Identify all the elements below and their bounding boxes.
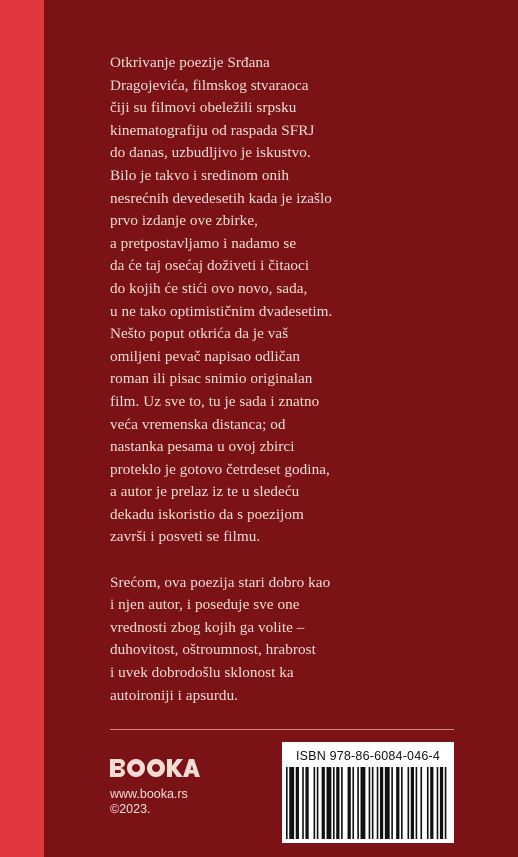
blurb-line: a autor je prelaz iz te u sledeću — [110, 483, 300, 501]
barcode-bar — [317, 767, 319, 839]
isbn-block — [282, 742, 454, 843]
barcode-bar — [333, 767, 335, 839]
blurb-line: i njen autor, i poseduje sve one — [110, 596, 300, 614]
blurb-line: u ne tako optimističnim dvadesetim. — [110, 302, 333, 320]
spine-stripe — [0, 0, 44, 857]
blurb-line: a pretpostavljamo i nadamo se — [110, 234, 297, 252]
barcode-bar — [322, 767, 325, 839]
blurb-line: do danas, uzbudljivo je iskustvo. — [110, 144, 311, 162]
blurb-paragraph-1 — [110, 52, 470, 549]
barcode-bar — [357, 767, 359, 839]
blurb-line: veća vremenska distanca; od — [110, 415, 286, 433]
barcode-bar — [396, 767, 399, 839]
barcode-bar — [427, 767, 429, 839]
blurb-line: Nešto poput otkrića da je vaš — [110, 325, 289, 343]
blurb-line: vrednosti zbog kojih ga volite – — [110, 618, 305, 636]
blurb-line: dekadu iskoristio da s poezijom — [110, 505, 304, 523]
barcode-bar — [408, 767, 410, 839]
blurb-line: autoironiji i apsurdu. — [110, 686, 239, 704]
blurb-line: Srećom, ova poezija stari dobro kao — [110, 573, 331, 591]
barcode-bar — [314, 767, 316, 839]
blurb-line: završi i posveti se filmu. — [110, 528, 261, 546]
barcode-bar — [348, 767, 351, 839]
barcode-bar — [302, 767, 304, 839]
barcode-bar — [369, 767, 371, 839]
barcode-bar — [380, 767, 383, 839]
copyright-year: ©2023. — [110, 802, 151, 816]
barcode-icon — [284, 767, 452, 841]
barcode-bar — [341, 767, 343, 839]
blurb-line: do kojih će stići ovo novo, sada, — [110, 279, 308, 297]
barcode-bar — [385, 767, 390, 839]
blurb-line: čiji su filmovi obeležili srpsku — [110, 99, 297, 117]
blurb-line: Otkrivanje poezije Srđana — [110, 54, 270, 71]
publisher-website: www.booka.rs — [110, 787, 188, 801]
barcode-bar — [391, 767, 393, 839]
divider-rule — [110, 729, 454, 730]
blurb-line: roman ili pisac snimio originalan — [110, 370, 313, 388]
barcode-bar — [445, 767, 447, 839]
blurb-line: nesrećnih devedesetih kada je izašlo — [110, 189, 332, 207]
barcode-bar — [296, 767, 299, 839]
barcode-bar — [377, 767, 379, 839]
barcode-bar — [305, 767, 308, 839]
barcode-bar — [361, 767, 366, 839]
blurb-line: da će taj osećaj doživeti i čitaoci — [110, 257, 310, 275]
barcode-bar — [420, 767, 422, 839]
barcode-bar — [286, 767, 288, 839]
barcode-bar — [416, 767, 418, 839]
blurb-paragraph-2 — [110, 572, 470, 708]
barcode-bar — [336, 767, 339, 839]
barcode-bar — [289, 767, 294, 839]
barcode-bar — [411, 767, 414, 839]
booka-logo — [110, 757, 200, 779]
blurb-line: Bilo je takvo i sredinom onih — [110, 166, 290, 184]
barcode-bar — [327, 767, 332, 839]
isbn-label: ISBN 978-86-6084-046-4 — [295, 749, 441, 763]
blurb-line: nastanka pesama u ovoj zbirci — [110, 438, 295, 456]
blurb-line: duhovitost, oštroumnost, hrabrost — [110, 641, 316, 659]
barcode-bar — [372, 767, 374, 839]
blurb-line: film. Uz sve to, tu je sada i znatno — [110, 392, 320, 410]
back-cover-blurb — [110, 52, 470, 707]
blurb-line: proteklo je gotovo četrdeset godina, — [110, 460, 330, 478]
blurb-line: kinematografiju od raspada SFRJ — [110, 121, 315, 139]
blurb-line: prvo izdanje ove zbirke, — [110, 212, 258, 230]
blurb-line: omiljeni pevač napisao odličan — [110, 347, 301, 365]
barcode-bar — [440, 767, 443, 839]
barcode-bar — [437, 767, 439, 839]
barcode-bar — [352, 767, 354, 839]
blurb-line: Dragojevića, filmskog stvaraoca — [110, 76, 309, 94]
barcode-bar — [430, 767, 433, 839]
barcode-bar — [401, 767, 403, 839]
blurb-line: i uvek dobrodošlu sklonost ka — [110, 664, 294, 682]
